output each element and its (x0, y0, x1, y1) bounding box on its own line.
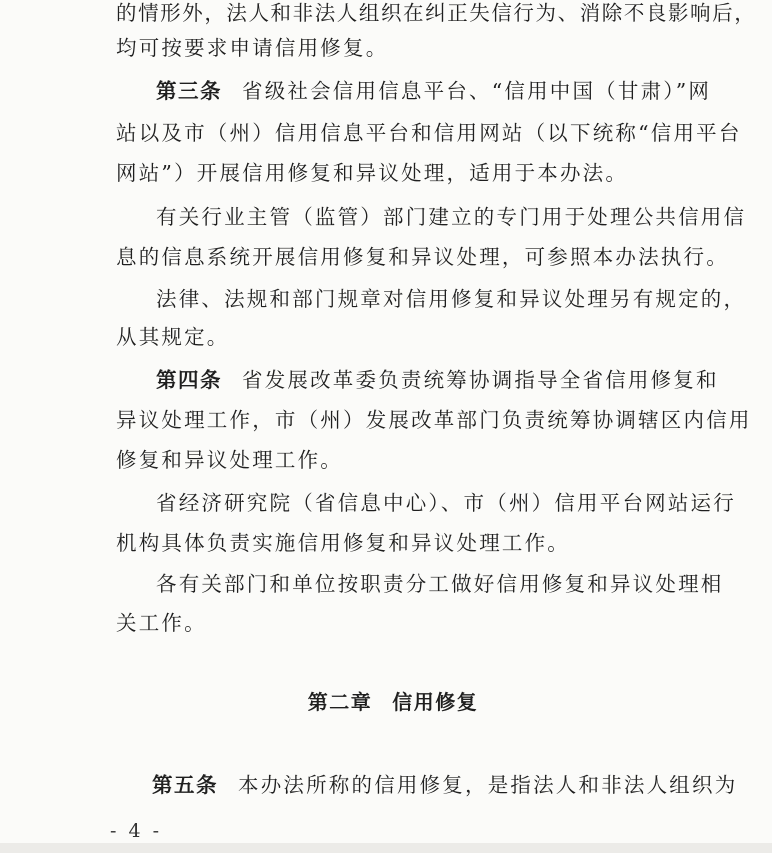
body-line-6 (156, 204, 746, 230)
body-line-2 (116, 35, 388, 61)
article-3-label: 第三条 (156, 79, 222, 103)
article-4-line-1 (156, 367, 719, 393)
body-line-13-text: 省经济研究院（省信息中心）、市（州）信用平台网站运行 (156, 491, 736, 515)
body-line-15-text: 各有关部门和单位按职责分工做好信用修复和异议处理相 (156, 572, 724, 596)
article-3-line-1 (156, 78, 711, 104)
body-line-4-text: 站以及市（州）信用信息平台和信用网站（以下统称“信用平台 (116, 121, 742, 145)
article-4-label: 第四条 (156, 368, 222, 392)
body-line-4 (116, 120, 742, 146)
chapter-number: 第二章 (307, 690, 373, 714)
body-line-5 (116, 160, 628, 186)
article-3-text: 省级社会信用信息平台、“信用中国（甘肃）”网 (242, 79, 712, 103)
page-bottom-edge (0, 843, 772, 853)
article-5-line-1 (152, 772, 737, 798)
body-line-16-text: 关工作。 (116, 611, 207, 635)
body-line-12-text: 修复和异议处理工作。 (116, 448, 343, 472)
body-line-7-text: 息的信息系统开展信用修复和异议处理，可参照本办法执行。 (116, 245, 729, 269)
body-line-5-text: 网站”）开展信用修复和异议处理，适用于本办法。 (116, 161, 629, 185)
chapter-heading (0, 689, 772, 715)
body-line-7 (116, 244, 729, 270)
body-line-11-text: 异议处理工作，市（州）发展改革部门负责统筹协调辖区内信用 (116, 408, 752, 432)
body-line-6-text: 有关行业主管（监管）部门建立的专门用于处理公共信用信 (156, 205, 747, 229)
chapter-title: 信用修复 (392, 690, 479, 714)
body-line-11 (116, 407, 752, 433)
body-line-9-text: 从其规定。 (116, 325, 230, 349)
body-line-1 (116, 0, 756, 26)
article-4-text: 省发展改革委负责统筹协调指导全省信用修复和 (242, 368, 719, 392)
body-line-14 (116, 530, 570, 556)
body-line-16 (116, 610, 207, 636)
body-line-14-text: 机构具体负责实施信用修复和异议处理工作。 (116, 531, 570, 555)
body-line-8 (156, 286, 746, 312)
body-line-1-text: 的情形外，法人和非法人组织在纠正失信行为、消除不良影响后， (116, 1, 757, 25)
body-line-13 (156, 490, 736, 516)
body-line-15 (156, 571, 724, 597)
body-line-9 (116, 324, 230, 350)
body-line-2-text: 均可按要求申请信用修复。 (116, 36, 389, 60)
page-number: - 4 - (110, 820, 163, 842)
article-5-label: 第五条 (152, 773, 218, 797)
body-line-8-text: 法律、法规和部门规章对信用修复和异议处理另有规定的， (156, 287, 747, 311)
body-line-12 (116, 447, 343, 473)
article-5-text: 本办法所称的信用修复，是指法人和非法人组织为 (238, 773, 738, 797)
